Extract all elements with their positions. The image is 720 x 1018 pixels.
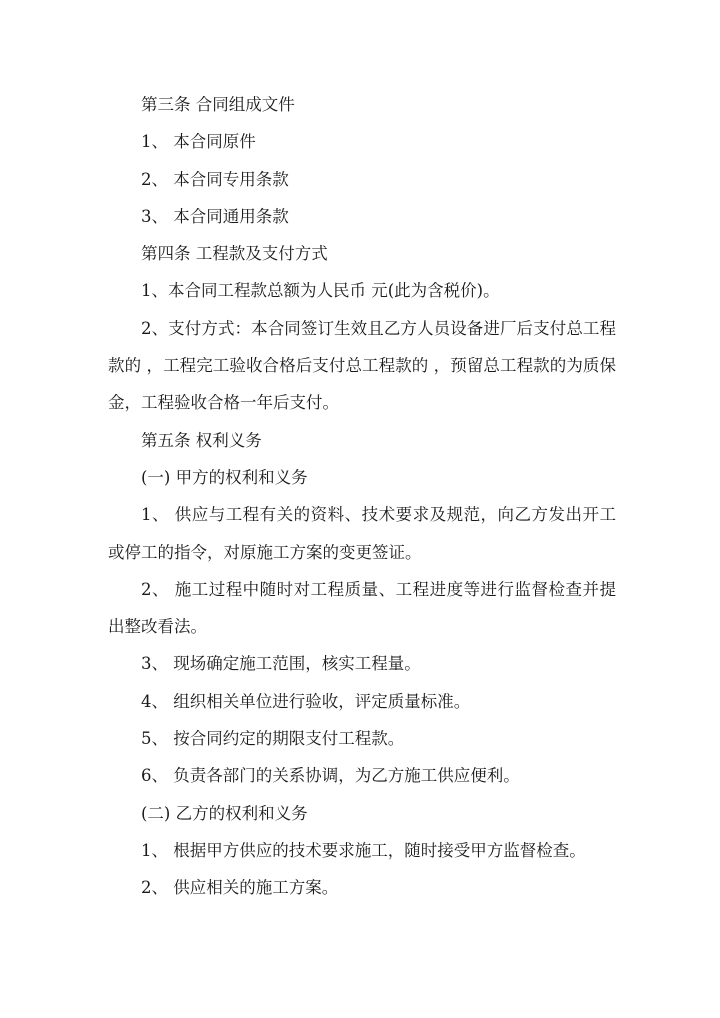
party-a-item-4: 4、 组织相关单位进行验收，评定质量标准。	[141, 691, 471, 711]
article-4-heading: 第四条 工程款及支付方式	[141, 244, 328, 264]
article-3-heading: 第三条 合同组成文件	[141, 95, 295, 114]
party-a-item-3: 3、 现场确定施工范围，核实工程量。	[141, 654, 421, 674]
article-3-item-3: 3、 本合同通用条款	[141, 206, 289, 226]
party-a-item-1: 1、 供应与工程有关的资料、技术要求及规范，向乙方发出开工或停工的指令，对原施工方案的变更签证。	[108, 505, 616, 562]
party-b-item-2: 2、 供应相关的施工方案。	[141, 878, 339, 898]
party-b-subheading: (二) 乙方的权利和义务	[141, 803, 308, 823]
article-4-item-2: 2、支付方式：本合同签订生效且乙方人员设备进厂后支付总工程款的 ，工程完工验收合格后支付总工程款的 ，预留总工程款的为质保金，工程验收合格一年后支付。	[108, 318, 616, 413]
article-3-item-1: 1、 本合同原件	[141, 132, 256, 152]
party-b-item-1: 1、 根据甲方供应的技术要求施工，随时接受甲方监督检查。	[141, 840, 586, 860]
party-a-item-2: 2、 施工过程中随时对工程质量、工程进度等进行监督检查并提出整改看法。	[108, 579, 616, 637]
article-3-item-2: 2、 本合同专用条款	[141, 169, 289, 189]
article-5-heading: 第五条 权利义务	[141, 430, 262, 450]
party-a-subheading: (一) 甲方的权利和义务	[141, 467, 308, 487]
document-page	[108, 86, 616, 907]
party-a-item-6: 6、 负责各部门的关系协调，为乙方施工供应便利。	[141, 766, 520, 786]
party-a-item-5: 5、 按合同约定的期限支付工程款。	[141, 729, 405, 749]
article-4-item-1: 1、本合同工程款总额为人民币 元(此为含税价)。	[141, 281, 500, 301]
